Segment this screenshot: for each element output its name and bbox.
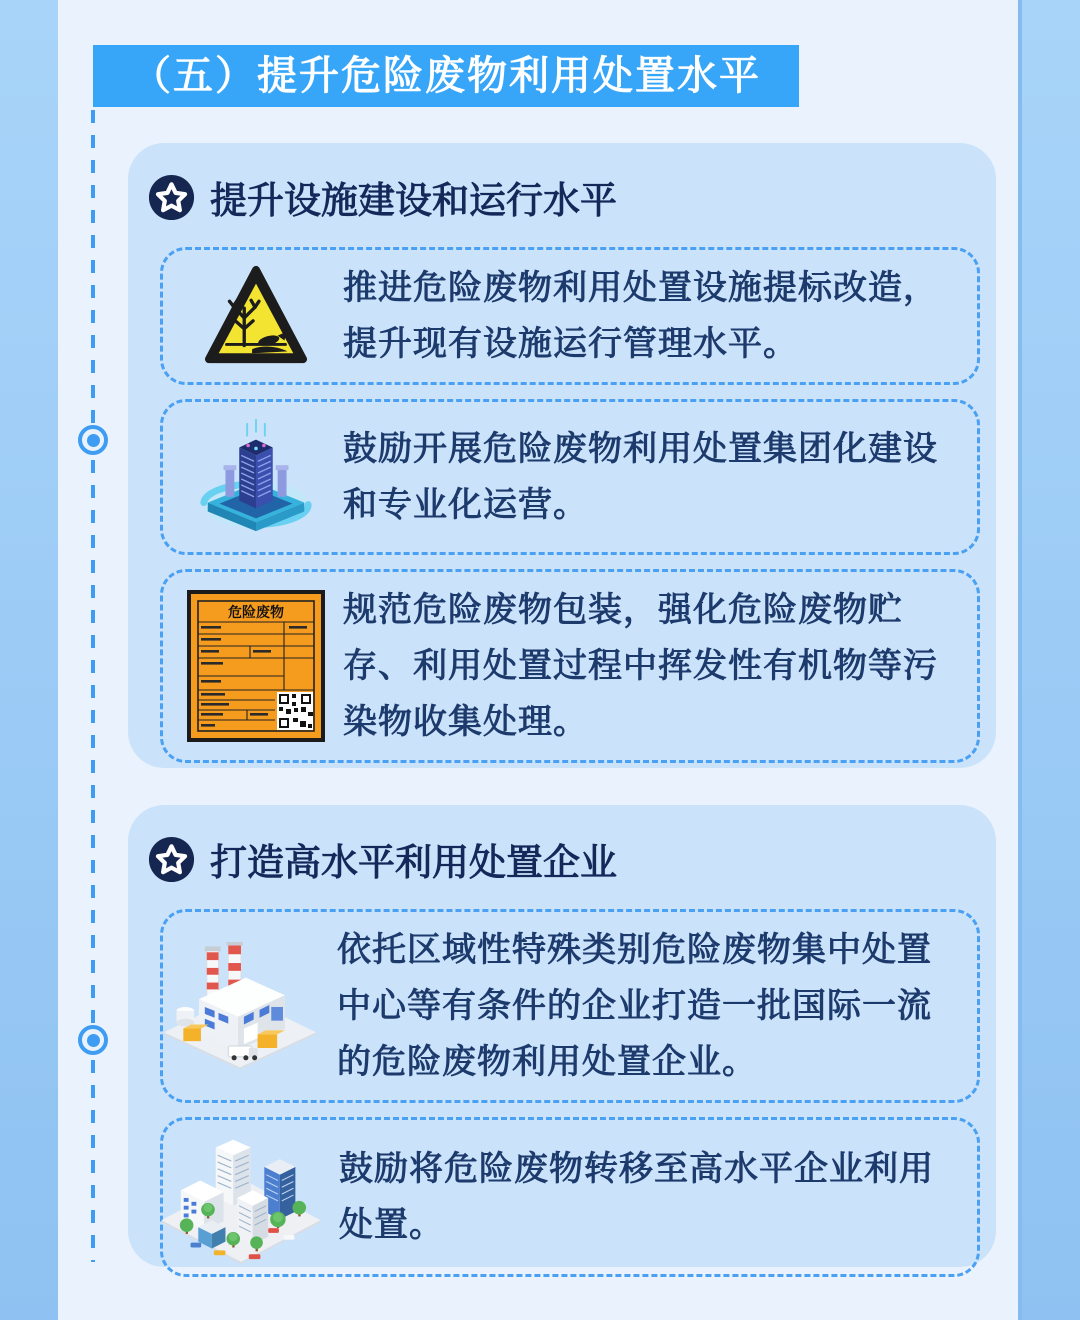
tech-building-icon (181, 412, 331, 542)
city-block-icon (155, 1130, 327, 1264)
list-item (160, 909, 980, 1103)
item-list (160, 909, 980, 1277)
section-title: 提升设施建设和运行水平 (210, 180, 617, 221)
right-border-strip (1018, 0, 1080, 1320)
star-icon (148, 174, 195, 221)
item-text: 推进危险废物利用处置设施提标改造，提升现有设施运行管理水平。 (343, 269, 938, 363)
list-item (160, 569, 980, 763)
factory-icon (155, 942, 325, 1070)
pollution-warning-triangle-icon (181, 263, 331, 369)
item-list (160, 247, 980, 763)
item-text: 规范危险废物包装，强化危险废物贮存、利用处置过程中挥发性有机物等污染物收集处理。 (343, 591, 938, 741)
list-item (160, 399, 980, 555)
svg-text:危险废物: 危险废物 (228, 604, 284, 620)
section-card-facilities (128, 143, 996, 768)
page-title: （五）提升危险废物利用处置水平 (93, 45, 799, 107)
section-header (128, 143, 996, 224)
star-icon (148, 836, 195, 883)
list-item (160, 247, 980, 385)
section-card-enterprises (128, 805, 996, 1267)
hazardous-waste-label-icon (181, 590, 331, 742)
item-text: 鼓励将危险废物转移至高水平企业利用处置。 (339, 1150, 934, 1244)
item-text: 鼓励开展危险废物利用处置集团化建设和专业化运营。 (343, 430, 938, 524)
timeline-line (91, 110, 95, 1262)
item-text: 依托区域性特殊类别危险废物集中处置中心等有条件的企业打造一批国际一流的危险废物利用处置企业。 (337, 931, 932, 1081)
timeline-node (78, 1025, 108, 1055)
list-item (160, 1117, 980, 1277)
section-title: 打造高水平利用处置企业 (210, 842, 617, 883)
section-header (128, 805, 996, 886)
timeline-node (78, 425, 108, 455)
left-border-strip (0, 0, 58, 1320)
